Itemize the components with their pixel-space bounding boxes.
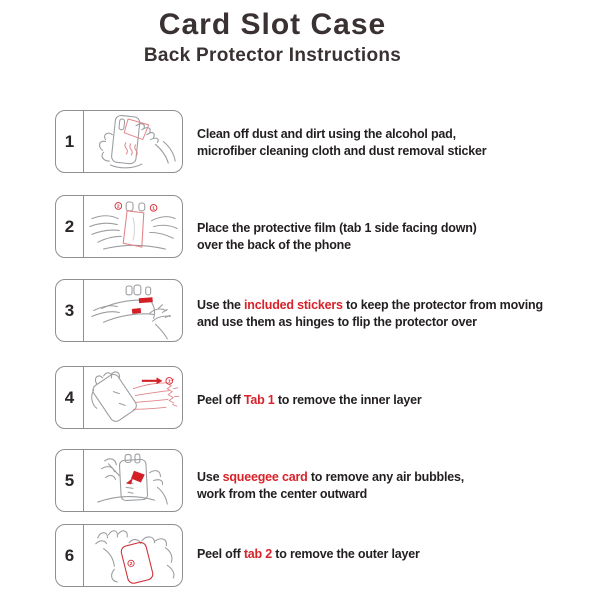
step-box-1 <box>55 110 183 173</box>
instruction-highlight: tab 2 <box>243 547 273 561</box>
step-art-5 <box>84 450 182 511</box>
step-instruction <box>197 469 464 502</box>
step-art-6 <box>84 525 182 586</box>
step-number: 1 <box>64 131 75 151</box>
step-row-2 <box>0 195 600 261</box>
hand-peeling-tab-1-film-icon <box>84 369 182 427</box>
step-art-1 <box>84 111 182 172</box>
step-row-5 <box>0 449 600 515</box>
instruction-text: over the back of the phone <box>197 237 351 252</box>
hands-peeling-tab-2-film-icon <box>84 527 182 585</box>
instruction-line <box>197 314 543 331</box>
step-row-4 <box>0 366 600 432</box>
step-row-6 <box>0 524 600 590</box>
step-art-3 <box>84 280 182 341</box>
hand-using-squeegee-card-icon <box>84 452 182 510</box>
instruction-highlight: Tab 1 <box>243 393 275 407</box>
step-number: 3 <box>64 300 75 320</box>
step-instruction <box>197 297 543 330</box>
header <box>0 8 545 67</box>
step-art-2 <box>84 196 182 257</box>
svg-text:2: 2 <box>116 204 120 210</box>
step-row-3 <box>0 279 600 345</box>
instruction-line <box>197 297 543 314</box>
step-number-cell <box>56 525 84 586</box>
instruction-text: Peel off <box>197 393 244 407</box>
step-number-cell <box>56 367 84 428</box>
step-number-cell <box>56 450 84 511</box>
step-box-2 <box>55 195 183 258</box>
instruction-text: Use <box>197 470 223 484</box>
instruction-line <box>197 220 477 237</box>
instruction-line <box>197 469 464 486</box>
instruction-line <box>197 143 486 160</box>
step-box-5 <box>55 449 183 512</box>
svg-text:1: 1 <box>152 206 155 212</box>
instruction-highlight: included stickers <box>244 298 343 312</box>
step-instruction <box>197 392 422 409</box>
instruction-text: to remove any air bubbles, <box>307 470 465 484</box>
page-title: Card Slot Case <box>158 8 387 41</box>
instruction-line <box>197 546 420 563</box>
instruction-highlight: squeegee card <box>222 470 308 484</box>
instruction-line <box>197 392 422 409</box>
step-number-cell <box>56 196 84 257</box>
step-instruction <box>197 126 486 159</box>
step-art-4 <box>84 367 182 428</box>
instruction-text: to remove the outer layer <box>272 547 420 561</box>
instruction-text: Peel off <box>197 547 244 561</box>
instruction-text: Place the protective film (tab 1 side facing down) <box>197 221 477 235</box>
step-number-cell <box>56 111 84 172</box>
hands-wiping-phone-with-cloth-icon <box>84 113 182 171</box>
svg-text:2: 2 <box>129 561 133 567</box>
instruction-line <box>197 237 477 254</box>
instruction-text: to remove the inner layer <box>274 393 422 407</box>
step-box-3 <box>55 279 183 342</box>
instruction-line <box>197 486 464 503</box>
step-number: 2 <box>64 216 75 236</box>
hands-applying-hinge-stickers-icon <box>84 282 182 340</box>
step-number: 5 <box>64 470 75 490</box>
instruction-text: Use the <box>197 298 245 312</box>
step-row-1 <box>0 110 600 176</box>
svg-text:1: 1 <box>167 379 171 385</box>
instruction-text: to keep the protector from moving <box>342 298 543 312</box>
step-instruction <box>197 546 420 563</box>
instruction-text: and use them as hinges to flip the protector over <box>197 314 477 329</box>
step-number: 6 <box>64 545 75 565</box>
step-box-6 <box>55 524 183 587</box>
instruction-line <box>197 126 486 143</box>
page-subtitle: Back Protector Instructions <box>143 45 402 66</box>
step-instruction <box>197 220 477 253</box>
instruction-text: Clean off dust and dirt using the alcohol pad, <box>197 127 456 141</box>
hands-placing-protective-film-icon <box>84 198 182 256</box>
step-number: 4 <box>64 387 75 407</box>
step-number-cell <box>56 280 84 341</box>
instruction-text: work from the center outward <box>197 486 368 501</box>
instruction-text: microfiber cleaning cloth and dust removal sticker <box>197 143 487 158</box>
step-box-4 <box>55 366 183 429</box>
